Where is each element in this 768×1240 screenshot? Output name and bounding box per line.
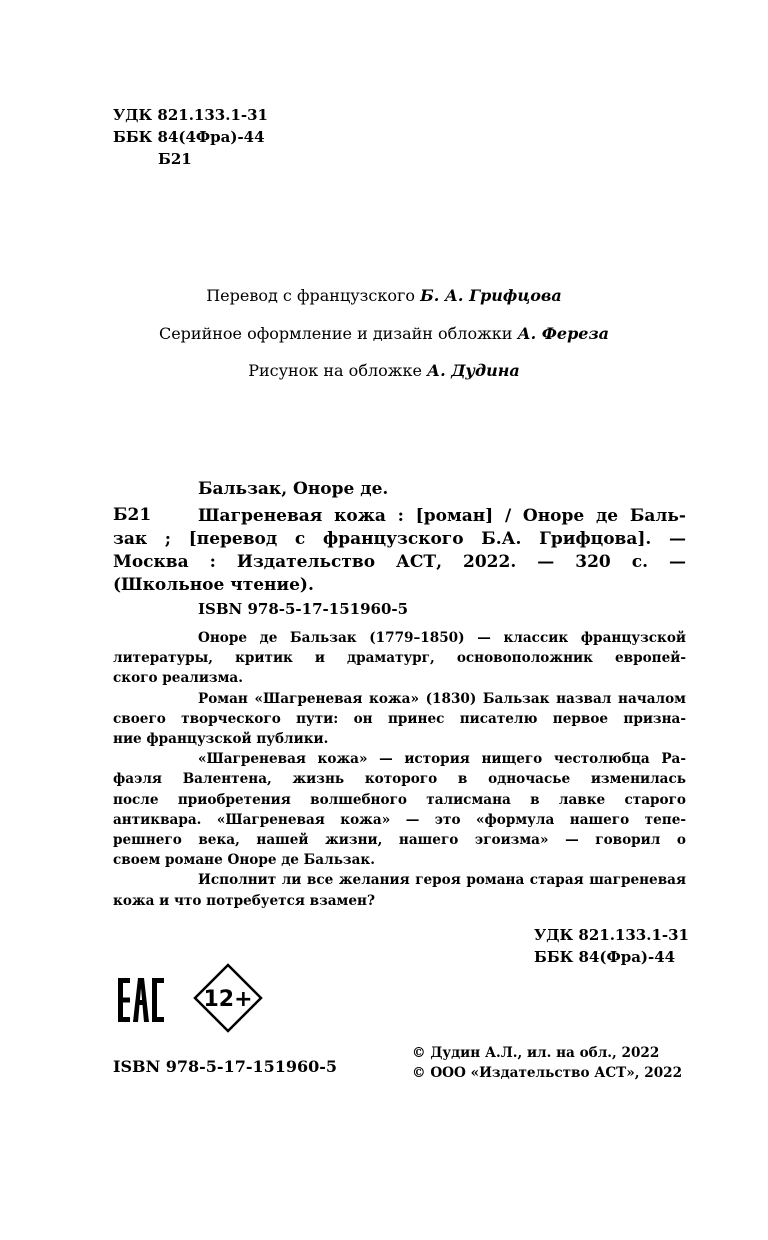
- annotation-line: Роман «Шагреневая кожа» (1830) Бальзак назвал началом: [198, 690, 686, 707]
- copyright-line: © Дудин А.Л., ил. на обл., 2022: [412, 1045, 660, 1061]
- annotation-line: после приобретения волшебного талисмана в лавке старого: [113, 791, 686, 808]
- record-code: Б21: [113, 505, 152, 525]
- annotation-paragraph: [113, 749, 686, 870]
- cover-credit: [0, 361, 768, 380]
- eac-mark-icon: [118, 978, 164, 1022]
- annotation-line: Оноре де Бальзак (1779–1850) — классик французской: [198, 630, 686, 646]
- record-isbn: ISBN 978-5-17-151960-5: [198, 600, 409, 618]
- annotation-line: своем романе Оноре де Бальзак.: [113, 852, 375, 869]
- copyright: [412, 1043, 682, 1083]
- record-line: Шагреневая кожа : [роман] / Оноре де Баль-: [198, 506, 686, 526]
- isbn-bottom: ISBN 978-5-17-151960-5: [113, 1057, 338, 1076]
- record-line: зак ; [перевод с французского Б.А. Грифцова]. —: [113, 529, 686, 549]
- annotation-line: ского реализма.: [113, 670, 243, 687]
- copyright-line: © ООО «Издательство АСТ», 2022: [412, 1065, 683, 1081]
- annotation-line: Исполнит ли все желания героя романа старая шагреневая: [198, 872, 686, 889]
- annotation-line: «Шагреневая кожа» — история нищего честолюбца Ра-: [198, 751, 686, 768]
- annotation: [113, 628, 686, 911]
- translation-credit: [0, 286, 768, 305]
- annotation-line: кожа и что потребуется взамен?: [113, 892, 375, 909]
- cover-artist-name: А. Дудина: [427, 361, 520, 380]
- annotation-line: ние французской публики.: [113, 731, 329, 748]
- bbk-code: ББК 84(4Фра)-44: [113, 128, 265, 146]
- annotation-paragraph: [113, 689, 686, 750]
- annotation-line: антиквара. «Шагреневая кожа» — это «формула нашего тепе-: [113, 811, 686, 828]
- design-credit: [0, 324, 768, 343]
- age-rating-label: 12+: [203, 987, 253, 1012]
- annotation-paragraph: [113, 870, 686, 910]
- record-line: (Школьное чтение).: [113, 575, 314, 595]
- udk-code: УДК 821.133.1-31: [113, 106, 268, 124]
- translation-prefix: Перевод с французского: [206, 286, 415, 305]
- annotation-line: литературы, критик и драматург, основоположник европей-: [113, 650, 686, 667]
- annotation-line: решнего века, нашей жизни, нашего эгоизма» — говорил о: [113, 832, 686, 849]
- design-prefix: Серийное оформление и дизайн обложки: [158, 324, 513, 343]
- classification-bottom: [534, 924, 689, 968]
- annotation-paragraph: [113, 628, 686, 689]
- bbk-code-bottom: ББК 84(Фра)-44: [534, 948, 676, 966]
- record-author: Бальзак, Оноре де.: [198, 479, 389, 499]
- annotation-line: своего творческого пути: он принес писателю первое призна-: [113, 710, 686, 727]
- record-line: Москва : Издательство АСТ, 2022. — 320 с. —: [113, 552, 686, 572]
- designer-name: А. Фереза: [517, 324, 610, 343]
- author-mark: Б21: [158, 150, 192, 168]
- cover-prefix: Рисунок на обложке: [248, 361, 422, 380]
- translator-name: Б. А. Грифцова: [420, 286, 562, 305]
- age-rating-icon: [193, 963, 263, 1033]
- udk-code-bottom: УДК 821.133.1-31: [534, 926, 689, 944]
- annotation-line: фаэля Валентена, жизнь которого в одночасье изменилась: [113, 771, 686, 788]
- classification-top: [113, 104, 268, 170]
